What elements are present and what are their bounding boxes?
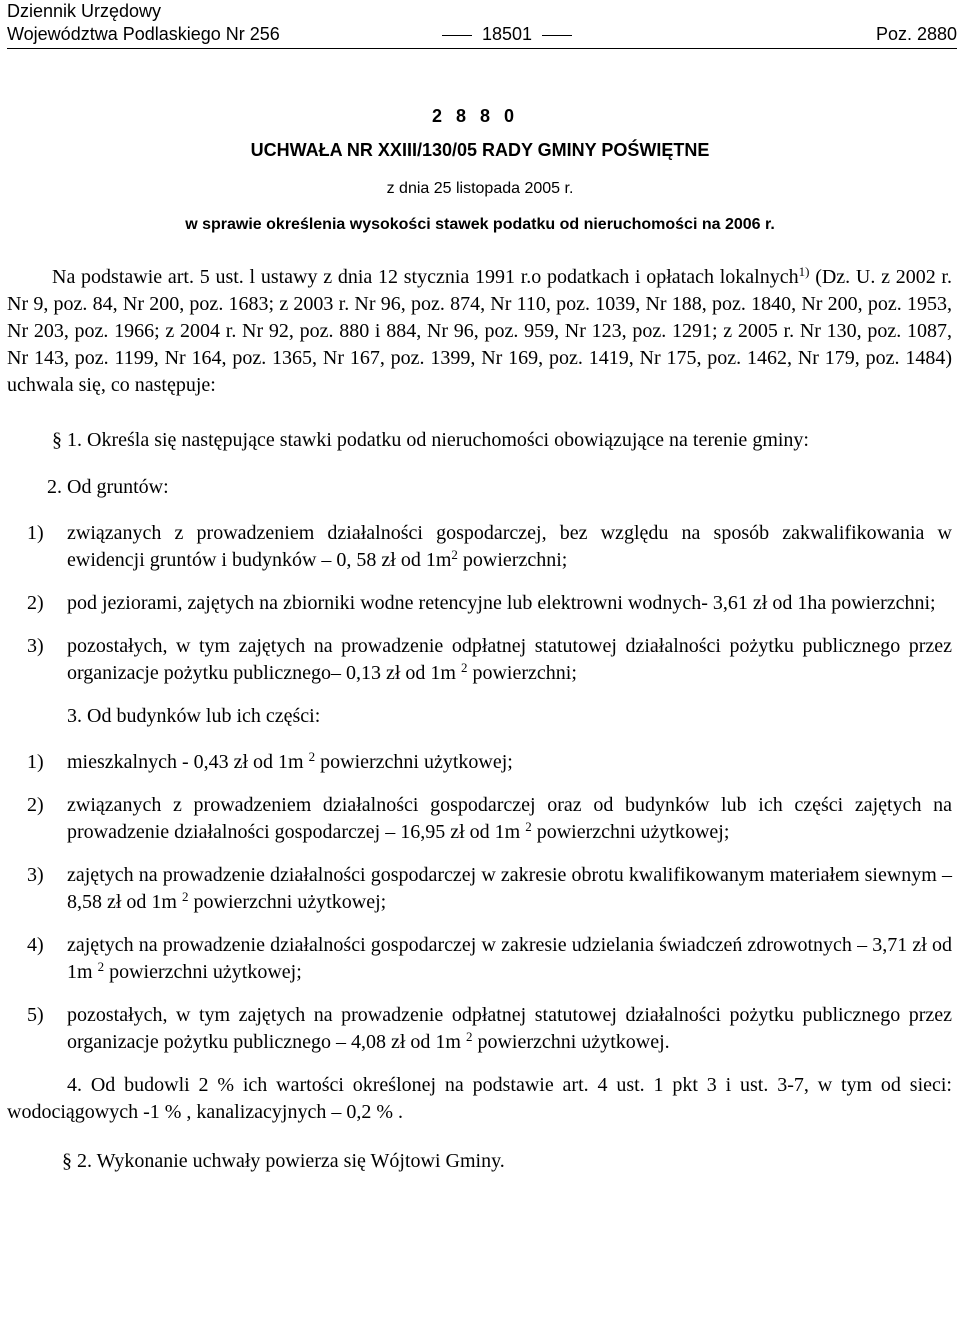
paragraph-4: 4. Od budowli 2 % ich wartości określonej na podstawie art. 4 ust. 1 pkt 3 i ust. 3-7, w tym od sieci: wodociągowych -1 % , kanalizacyjnych – 0,2 % . [7,1074,952,1123]
act-number: 2880 [431,106,529,126]
resolution-title: UCHWAŁA NR XXIII/130/05 RADY GMINY POŚWIĘTNE [250,140,710,160]
footnote-marker: 1) [798,264,810,279]
list-item: 4) zajętych na prowadzenie działalności gospodarczej w zakresie udzielania świadczeń zdrowotnych – 3,71 zł od 1m $^2$ powierzchni użytkowej; [27,934,952,983]
list-item: 3) zajętych na prowadzenie działalności gospodarczej w zakresie obrotu kwalifikowanym materiałem siewnym – 8,58 zł od 1m $^2$ powierzchni użytkowej; [27,864,952,913]
resolution-date: z dnia 25 listopada 2005 r. [386,180,574,197]
journal-issue: Województwa Podlaskiego Nr 256 [7,24,280,44]
list-item: 2) związanych z prowadzeniem działalności gospodarczej oraz od budynków lub ich części zajętych na prowadzenie działalności gospodarczej – 16,95 zł od 1m $^2$ powierzchni użytkowej; [27,794,952,843]
list-item: 1) mieszkalnych - 0,43 zł od 1m $^2$ powierzchni użytkowej; [27,749,513,773]
header-rule [7,48,957,49]
page-number: 18501 [432,23,582,46]
legal-basis-paragraph: Na podstawie art. 5 ust. l ustawy z dnia 12 stycznia 1991 r.o podatkach i opłatach lokalnych$^{1)}$ (Dz. U. z 2002 r. Nr 9, poz. 84, Nr 200, poz. 1683; z 2003 r. Nr 96, poz. 874, Nr 110, poz. 1039, Nr 188, poz. 1840, Nr 200, poz. 1953, Nr 203, poz. 1966; z 2004 r. Nr 92, poz. 880 i 884, Nr 96, poz. 959, Nr 123, poz. 1291; z 2005 r. Nr 130, poz. 1087, Nr 143, poz. 1199, Nr 164, poz. 1365, Nr 167, poz. 1399, Nr 169, poz. 1419, Nr 175, poz. 1462, Nr 179, poz. 1484) uchwala się, co następuje: [7,264,952,396]
paragraph-2: § 2. Wykonanie uchwały powierza się Wójtowi Gminy. [62,1150,505,1172]
section-2-heading: 2. Od gruntów: [47,476,169,498]
section-3-heading: 3. Od budynków lub ich części: [67,705,321,727]
list-item: 3) pozostałych, w tym zajętych na prowadzenie odpłatnej statutowej działalności pożytku publicznego przez organizacje pożytku publicznego– 0,13 zł od 1m $^2$ powierzchni; [27,635,952,684]
paragraph-1: § 1. Określa się następujące stawki podatku od nieruchomości obowiązujące na terenie gminy: [52,429,809,451]
journal-name: Dziennik Urzędowy [7,1,162,21]
position-number: Poz. 2880 [875,24,957,44]
resolution-subject: w sprawie określenia wysokości stawek podatku od nieruchomości na 2006 r. [185,216,775,233]
list-item: 5) pozostałych, w tym zajętych na prowadzenie odpłatnej statutowej działalności pożytku publicznego przez organizacje pożytku publicznego – 4,08 zł od 1m $^2$ powierzchni użytkowej. [27,1004,952,1053]
list-item: 1) związanych z prowadzeniem działalności gospodarczej, bez względu na sposób zakwalifikowania w ewidencji gruntów i budynków – 0, 58 zł od $1m^2$ powierzchni; [27,522,952,571]
document-body [7,264,952,1175]
list-item: 2) pod jeziorami, zajętych na zbiorniki wodne retencyjne lub elektrowni wodnych- 3,61 zł od 1ha powierzchni; [27,592,936,614]
